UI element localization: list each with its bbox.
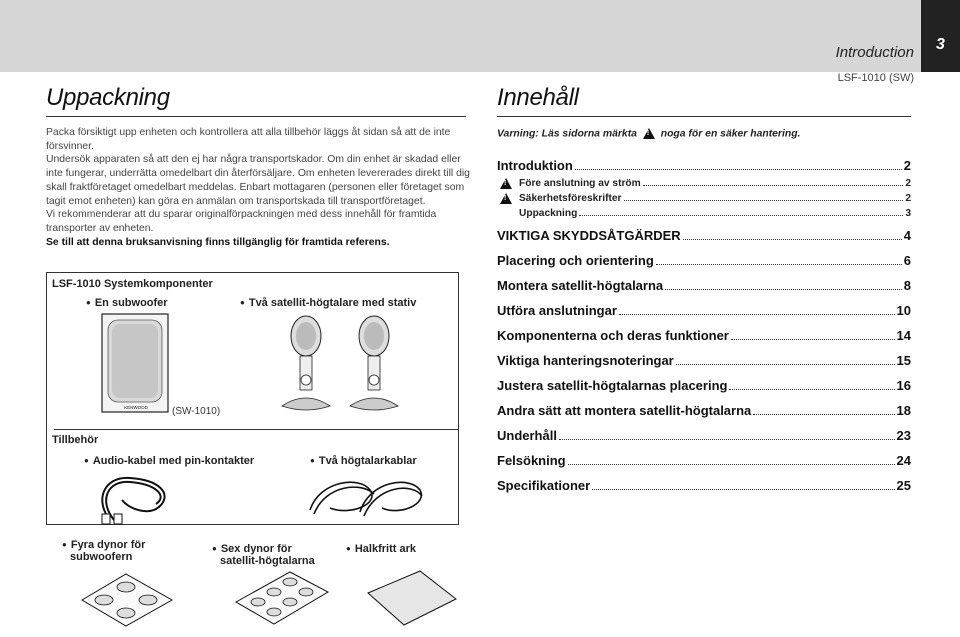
non-slip-mat-illustration xyxy=(360,565,460,631)
contents-heading: Innehåll xyxy=(497,84,579,111)
toc-page: 14 xyxy=(896,328,911,343)
unpacking-text xyxy=(46,126,471,249)
toc-leader xyxy=(729,389,894,390)
toc-leader xyxy=(731,339,895,340)
toc-label: Placering och orientering xyxy=(497,253,654,268)
right-heading-rule xyxy=(497,116,911,117)
paragraph: Undersök apparaten så att den ej har några transportskador. Om din enhet är skadad eller inte fungerar, underrätta omedelbart din återförsäljare. Om enheten levererades direkt till dig skall fraktföretaget omedelbart meddelas. Enbart mottagaren (personen eller företaget som tagit emot enheten) kan göra en anmälan om transportskada till transportföretaget. xyxy=(46,154,470,207)
accessories-title: Tillbehör xyxy=(52,434,99,446)
components-title: LSF-1010 Systemkomponenter xyxy=(52,278,213,290)
toc-page: 2 xyxy=(903,158,911,173)
warning-triangle-icon xyxy=(500,193,512,204)
toc-leader xyxy=(568,464,895,465)
warning-triangle-icon xyxy=(643,128,655,139)
toc-entry[interactable] xyxy=(497,178,911,189)
toc-entry[interactable] xyxy=(497,193,911,204)
toc-leader xyxy=(559,439,895,440)
paragraph: Packa försiktigt upp enheten och kontrollera att alla tillbehör läggs åt sidan så att de inte försvinner. xyxy=(46,127,451,152)
toc-leader xyxy=(624,200,904,201)
satellite-pads-label xyxy=(212,543,315,567)
toc-page: 16 xyxy=(896,378,911,393)
warning-text xyxy=(497,128,800,139)
subwoofer-illustration xyxy=(100,312,172,416)
toc-page: 2 xyxy=(905,193,911,205)
satellite-pads-line2: satellit-högtalarna xyxy=(220,555,315,567)
accessories-divider xyxy=(54,429,458,430)
toc-label: Justera satellit-högtalarnas placering xyxy=(497,378,728,393)
toc-page: 8 xyxy=(903,278,911,293)
toc-label: Specifikationer xyxy=(497,478,591,493)
toc-entry[interactable] xyxy=(497,428,911,443)
brand-logo: KENWOOD xyxy=(124,405,148,410)
audio-cable-label: ● Audio-kabel med pin-kontakter xyxy=(84,455,254,467)
warning-pre: Varning: Läs sidorna märkta xyxy=(497,128,637,140)
reference-note: Se till att denna bruksanvisning finns tillgänglig för framtida referens. xyxy=(46,236,390,248)
non-slip-mat-label: ● Halkfritt ark xyxy=(346,543,416,555)
toc-entry[interactable] xyxy=(497,378,911,393)
toc-page: 18 xyxy=(896,403,911,418)
subwoofer-pads-illustration xyxy=(78,570,176,630)
toc-leader xyxy=(683,239,902,240)
subwoofer-label: ● En subwoofer xyxy=(86,297,168,309)
speaker-cables-label: ● Två högtalarkablar xyxy=(310,455,417,467)
toc-leader xyxy=(619,314,895,315)
toc-leader xyxy=(656,264,902,265)
toc-entry[interactable] xyxy=(497,253,911,268)
page-number-tab xyxy=(921,0,960,72)
toc-entry[interactable] xyxy=(497,328,911,343)
toc-entry[interactable] xyxy=(497,278,911,293)
satellite-pads-illustration xyxy=(232,568,332,630)
toc-entry[interactable] xyxy=(497,353,911,368)
toc-entry[interactable] xyxy=(497,158,911,173)
toc-page: 3 xyxy=(905,208,911,219)
toc-leader xyxy=(676,364,895,365)
toc-entry[interactable] xyxy=(497,478,911,493)
toc-entry[interactable] xyxy=(497,208,911,219)
toc-entry[interactable] xyxy=(497,303,911,318)
toc-label: Före anslutning av ström xyxy=(519,178,641,190)
toc-entry[interactable] xyxy=(497,228,911,243)
toc-leader xyxy=(643,185,904,186)
toc-leader xyxy=(579,215,903,216)
toc-label: Andra sätt att montera satellit-högtalarna xyxy=(497,403,752,418)
unpacking-heading: Uppackning xyxy=(46,84,170,111)
toc-leader xyxy=(592,489,894,490)
section-label: Introduction xyxy=(835,44,914,61)
subwoofer-pads-line1: Fyra dynor för xyxy=(70,539,146,551)
warning-post: noga för en säker hantering. xyxy=(660,128,801,140)
toc-label: Montera satellit-högtalarna xyxy=(497,278,664,293)
toc-label: Underhåll xyxy=(497,428,557,443)
toc-leader xyxy=(665,289,902,290)
toc-label: VIKTIGA SKYDDSÅTGÄRDER xyxy=(497,228,681,243)
paragraph: Vi rekommenderar att du sparar originalförpackningen med dess innehåll för framtida transporter av enheten. xyxy=(46,209,437,234)
toc-page: 4 xyxy=(903,228,911,243)
subwoofer-pads-line2: subwoofern xyxy=(70,551,133,563)
toc-leader xyxy=(575,169,902,170)
toc-page: 15 xyxy=(896,353,911,368)
toc-page: 2 xyxy=(905,178,911,190)
toc-label: Säkerhetsföreskrifter xyxy=(519,193,622,205)
toc-label: Felsökning xyxy=(497,453,566,468)
toc-page: 24 xyxy=(896,453,911,468)
audio-cable-illustration xyxy=(90,470,180,525)
satellite-speaker-right xyxy=(344,314,404,416)
model-label: LSF-1010 (SW) xyxy=(837,72,914,84)
toc-entry[interactable] xyxy=(497,453,911,468)
toc-label: Utföra anslutningar xyxy=(497,303,617,318)
subwoofer-pads-label xyxy=(62,539,145,563)
toc-page: 6 xyxy=(903,253,911,268)
toc-label: Uppackning xyxy=(519,208,578,219)
satellite-pads-line1: Sex dynor för xyxy=(220,543,292,555)
toc-page: 25 xyxy=(896,478,911,493)
satellite-speaker-left xyxy=(276,314,336,416)
toc-page: 23 xyxy=(896,428,911,443)
toc-label: Viktiga hanteringsnoteringar xyxy=(497,353,674,368)
speaker-cables-illustration xyxy=(300,470,430,525)
toc-label: Introduktion xyxy=(497,158,573,173)
page-number: 3 xyxy=(936,36,945,53)
warning-triangle-icon xyxy=(500,178,512,189)
toc-entry[interactable] xyxy=(497,403,911,418)
header-bar xyxy=(0,0,960,72)
subwoofer-model: (SW-1010) xyxy=(172,406,221,417)
toc-leader xyxy=(753,414,894,415)
toc-label: Komponenterna och deras funktioner xyxy=(497,328,729,343)
satellites-label: ● Två satellit-högtalare med stativ xyxy=(240,297,416,309)
left-heading-rule xyxy=(46,116,466,117)
toc-page: 10 xyxy=(896,303,911,318)
